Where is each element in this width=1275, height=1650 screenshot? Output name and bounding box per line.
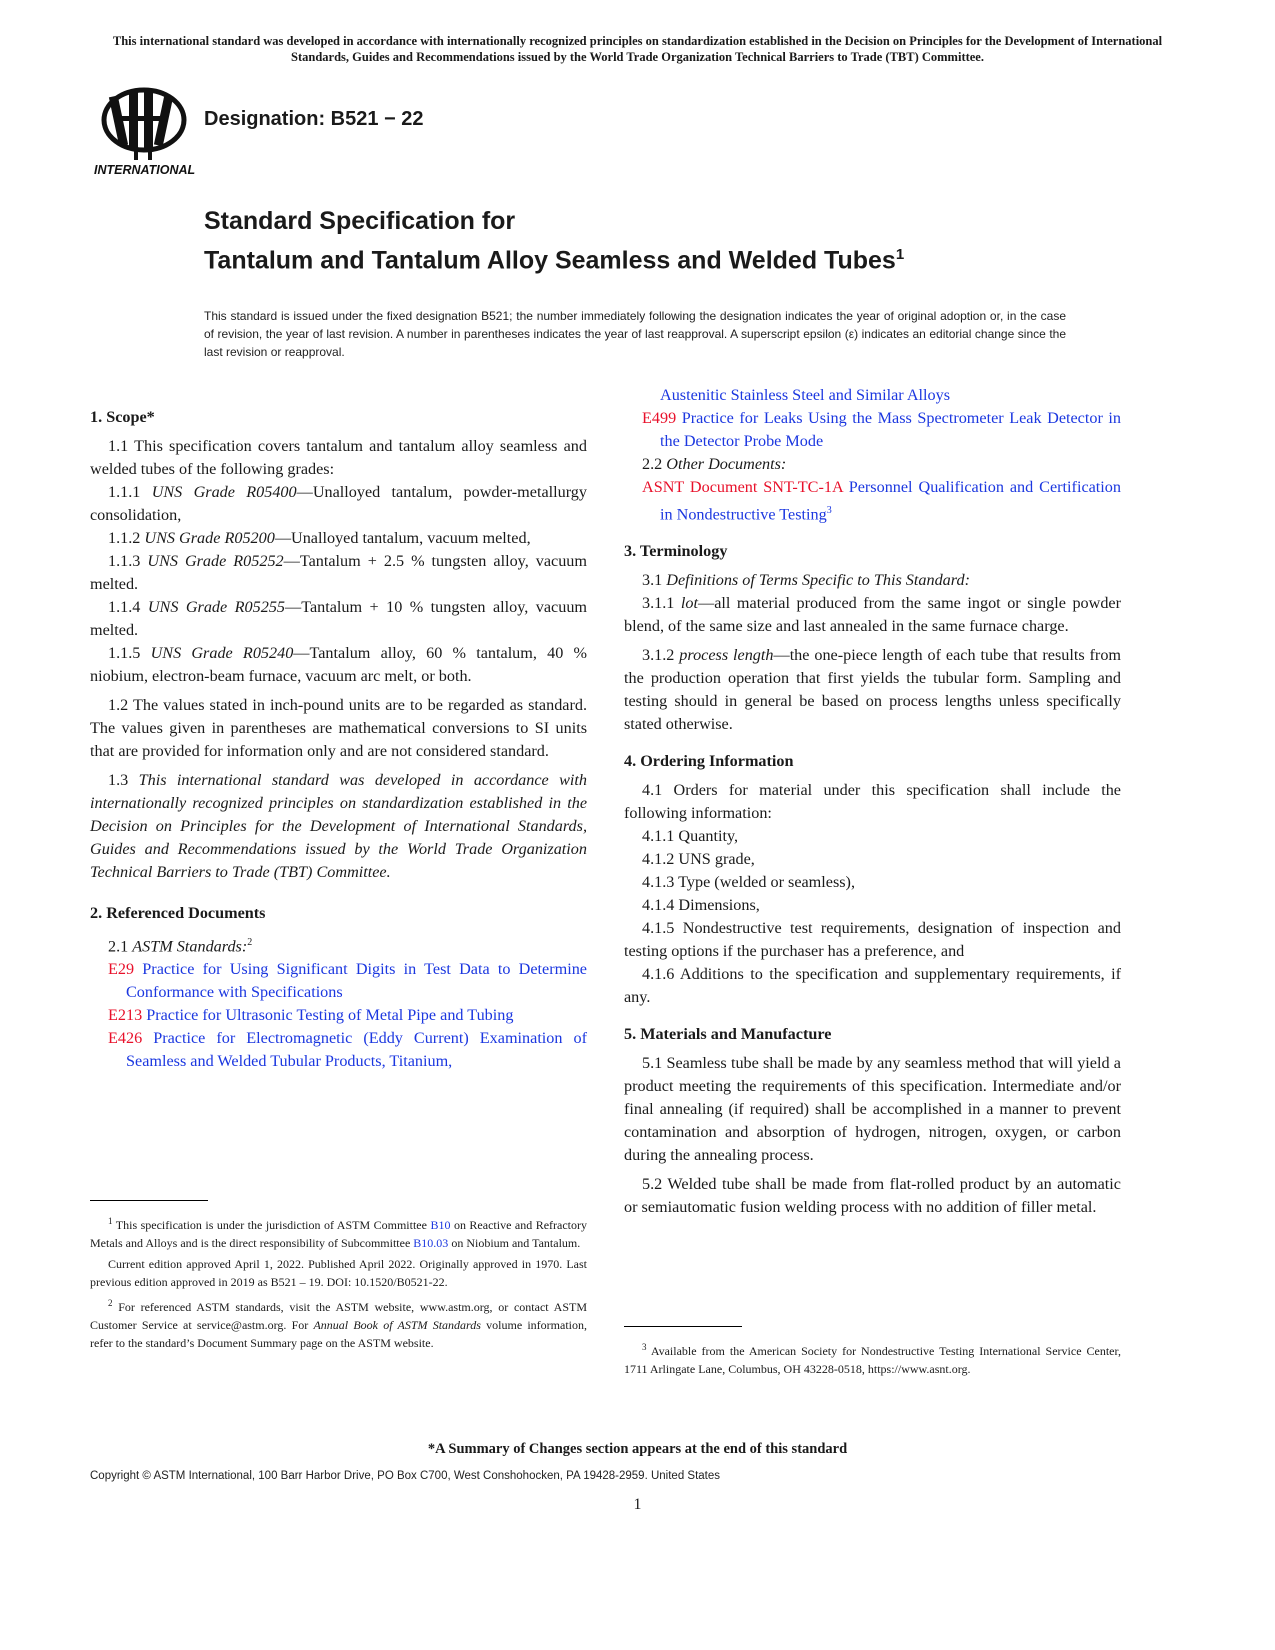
- astm-logo: [92, 86, 196, 178]
- footnote-rule-left: [90, 1200, 208, 1201]
- footnote-rule-right: [624, 1326, 742, 1327]
- ref-e426-continued[interactable]: Austenitic Stainless Steel and Similar Alloys: [660, 386, 951, 404]
- footnotes-left: [90, 1212, 587, 1355]
- item-4-1-6: 4.1.6 Additions to the specification and supplementary requirements, if any.: [624, 965, 1121, 1007]
- link-b10[interactable]: B10: [430, 1218, 451, 1232]
- title-main-text: Tantalum and Tantalum Alloy Seamless and Welded Tubes: [204, 246, 896, 275]
- para-3-1: 3.1 Definitions of Terms Specific to This Standard:: [642, 571, 970, 590]
- para-2-2: 2.2 Other Documents:: [642, 455, 787, 473]
- footnote-3: $^3$ Available from the American Society for Nondestructive Testing International Service Center, 1711 Arlingate Lane, Columbus, OH 43228-0518, https://www.asnt.org.: [624, 1342, 1122, 1376]
- title-footnote-mark: 1: [895, 246, 905, 263]
- para-3-1-1: 3.1.1 lot—all material produced from the same ingot or single powder blend, of the same size and last annealed in the same furnace charge.: [624, 594, 1121, 636]
- grade-1-1-1: 1.1.1 UNS Grade R05400—Unalloyed tantalum, powder-metallurgy consolidation,: [90, 483, 587, 524]
- item-4-1-5: 4.1.5 Nondestructive test requirements, designation of inspection and testing options if the purchaser has a preference, and: [624, 919, 1121, 961]
- footnote-1: $^1$ This specification is under the jurisdiction of ASTM Committee B10 on Reactive and Refractory Metals and Alloys and is the direct responsibility of Subcommittee B10.03 on Niobium and Tantalum.: [90, 1216, 587, 1250]
- grade-1-1-4: 1.1.4 UNS Grade R05255—Tantalum + 10 % tungsten alloy, vacuum melted.: [90, 598, 587, 639]
- section-2-heading: 2. Referenced Documents: [90, 904, 266, 922]
- footnote-1-edition: Current edition approved April 1, 2022. Published April 2022. Originally approved in 1970. Last previous edition approved in 2019 as B521 – 19. DOI: 10.1520/B0521-22.: [90, 1257, 587, 1289]
- grade-1-1-3: 1.1.3 UNS Grade R05252—Tantalum + 2.5 % tungsten alloy, vacuum melted.: [90, 552, 587, 593]
- ref-e426[interactable]: E426 Practice for Electromagnetic (Eddy Current) Examination of Seamless and Welded Tubular Products, Titanium,: [108, 1029, 588, 1071]
- para-1-3: 1.3 This international standard was developed in accordance with internationally recognized principles on standardization established in the Decision on Principles for the Development of International Standards, Guides and Recommendations issued by the World Trade Organization Technical Barriers to Trade (TBT) Committee.: [90, 771, 588, 881]
- link-b10-03[interactable]: B10.03: [413, 1236, 449, 1250]
- summary-of-changes-note: *A Summary of Changes section appears at the end of this standard: [427, 1441, 848, 1457]
- para-2-1: 2.1 ASTM Standards:$^2$: [108, 937, 253, 956]
- section-5-heading: 5. Materials and Manufacture: [624, 1025, 832, 1044]
- section-1-heading: 1. Scope*: [90, 408, 155, 426]
- tbt-notice: This international standard was developed in accordance with internationally recognized principles on standardization established in the Decision on Principles for the Development of International Standards, Guides and Recommendations issued by the World Trade Organization Technical Barriers to Trade (TBT) Committee.: [112, 34, 1163, 64]
- item-4-1-1: 4.1.1 Quantity,: [642, 827, 739, 846]
- ref-e499[interactable]: E499 Practice for Leaks Using the Mass Spectrometer Leak Detector in the Detector Probe Mode: [642, 409, 1121, 450]
- page-title: [204, 205, 904, 277]
- para-5-2: 5.2 Welded tube shall be made from flat-rolled product by an automatic or semiautomatic fusion welding process with no addition of filler metal.: [624, 1175, 1121, 1217]
- footnotes-right: [624, 1338, 1121, 1381]
- ref-e29[interactable]: E29 Practice for Using Significant Digits in Test Data to Determine Conformance with Specifications: [108, 960, 587, 1002]
- para-1-1: 1.1 This specification covers tantalum and tantalum alloy seamless and welded tubes of the following grades:: [90, 437, 587, 478]
- footnote-2: $^2$ For referenced ASTM standards, visit the ASTM website, www.astm.org, or contact ASTM Customer Service at service@astm.org. For Annual Book of ASTM Standards volume information, refer to the standard’s Document Summary page on the ASTM website.: [90, 1298, 588, 1350]
- section-4-heading: 4. Ordering Information: [624, 752, 794, 771]
- para-4-1: 4.1 Orders for material under this specification shall include the following information:: [624, 781, 1121, 823]
- grade-1-1-2: 1.1.2 UNS Grade R05200—Unalloyed tantalum, vacuum melted,: [108, 529, 531, 547]
- ref-asnt[interactable]: ASNT Document SNT-TC-1A Personnel Qualification and Certification in Nondestructive Testing$^3$: [642, 478, 1121, 524]
- designation: Designation: B521 − 22: [204, 108, 424, 130]
- ref-e213[interactable]: E213 Practice for Ultrasonic Testing of Metal Pipe and Tubing: [108, 1006, 514, 1025]
- title-line-2: [204, 238, 904, 277]
- para-1-2: 1.2 The values stated in inch-pound units are to be regarded as standard. The values given in parentheses are mathematical conversions to SI units that are provided for information only and are not considered standard.: [90, 696, 587, 760]
- para-5-1: 5.1 Seamless tube shall be made by any seamless method that will yield a product meeting the requirements of this specification. Intermediate and/or final annealing (if required) shall be accomplished in a manner to prevent contamination and absorption of hydrogen, nitrogen, oxygen, or carbon during the annealing process.: [624, 1054, 1121, 1165]
- item-4-1-4: 4.1.4 Dimensions,: [642, 896, 760, 915]
- logo-wordmark: INTERNATIONAL: [94, 163, 196, 177]
- grade-1-1-5: 1.1.5 UNS Grade R05240—Tantalum alloy, 60 % tantalum, 40 % niobium, electron-beam furnace, vacuum arc melt, or both.: [90, 644, 587, 685]
- section-3-heading: 3. Terminology: [624, 542, 728, 561]
- copyright-line: Copyright © ASTM International, 100 Barr Harbor Drive, PO Box C700, West Conshohocken, PA 19428-2959. United States: [90, 1470, 721, 1482]
- item-4-1-2: 4.1.2 UNS grade,: [642, 850, 755, 869]
- para-3-1-2: 3.1.2 process length—the one-piece length of each tube that results from the production operation that first yields the tubular form. Sampling and testing should in general be based on process lengths unless specifically stated otherwise.: [624, 646, 1121, 734]
- page-number: 1: [633, 1496, 642, 1513]
- left-column: [90, 406, 587, 1073]
- issuance-statement: This standard is issued under the fixed designation B521; the number immediately following the designation indicates the year of original adoption or, in the case of revision, the year of last revision. A number in parentheses indicates the year of last reapproval. A superscript epsilon (ε) indicates an editorial change since the last revision or reapproval.: [204, 309, 1066, 359]
- item-4-1-3: 4.1.3 Type (welded or seamless),: [642, 873, 855, 892]
- right-column: [624, 384, 1121, 1219]
- title-line-1: Standard Specification for: [204, 207, 516, 235]
